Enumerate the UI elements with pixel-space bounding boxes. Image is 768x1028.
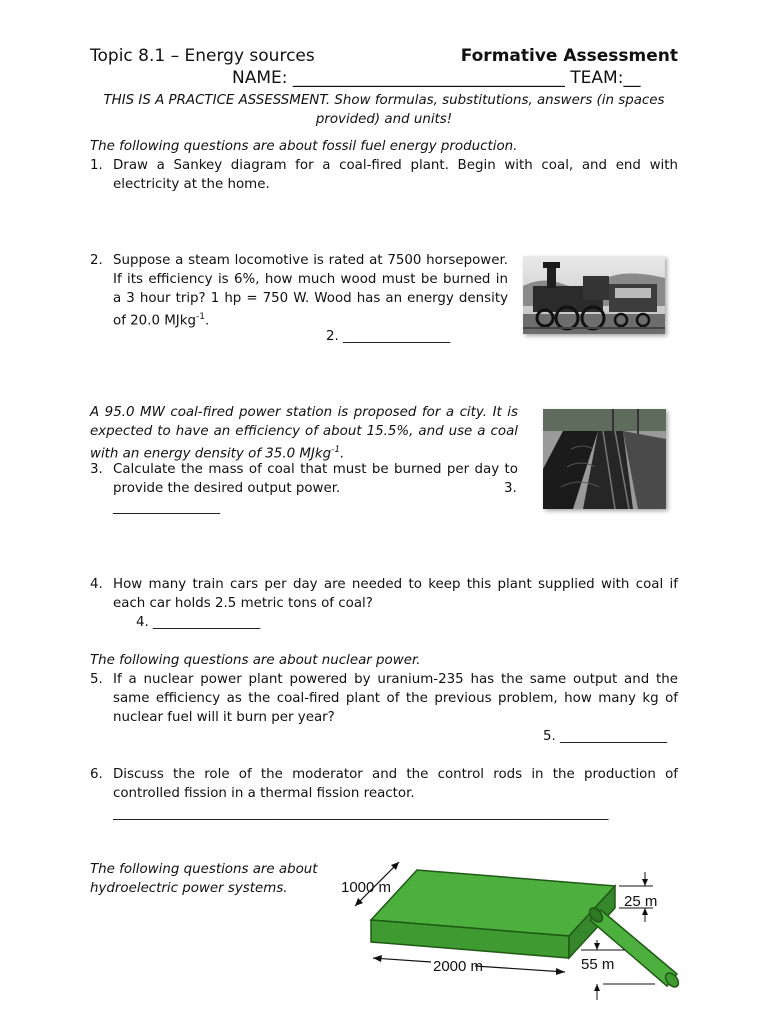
drop-label: 55 m — [581, 956, 615, 973]
period: . — [204, 313, 210, 329]
question-number: 5. — [90, 672, 103, 687]
question-6 — [90, 765, 678, 805]
question-number: 6. — [90, 767, 103, 782]
answer-3-number: 3. — [504, 481, 517, 496]
reservoir-diagram-svg — [335, 858, 695, 1024]
question-number: 2. — [90, 253, 103, 268]
question-1 — [90, 156, 678, 196]
question-4 — [90, 575, 678, 615]
question-number: 1. — [90, 158, 103, 173]
answer-4-blank[interactable]: 4. ________________ — [136, 615, 261, 630]
question-number: 4. — [90, 577, 103, 592]
instructions: THIS IS A PRACTICE ASSESSMENT. Show formulas, substitutions, answers (in spaces provided) and units! — [103, 93, 665, 127]
question-text: How many train cars per day are needed to keep this plant supplied with coal if each car holds 2.5 metric tons of coal? — [113, 577, 678, 611]
question-text: Draw a Sankey diagram for a coal-fired plant. Begin with coal, and end with electricity at the home. — [113, 158, 678, 192]
section-nuclear-heading: The following questions are about nuclear power. — [90, 653, 421, 668]
question-text: Calculate the mass of coal that must be burned per day to provide the desired output power. — [113, 462, 518, 496]
question-text: Discuss the role of the moderator and the control rods in the production of controlled fission in a thermal fission reactor. — [113, 767, 678, 801]
question-text: If a nuclear power plant powered by uranium-235 has the same output and the same efficiency as the coal-fired plant of the previous problem, how many kg of nuclear fuel will it burn per year? — [113, 672, 678, 725]
answer-6-blank[interactable]: __________________________________________________________________________ — [113, 806, 609, 821]
question-2 — [90, 251, 508, 331]
superscript: -1 — [196, 312, 205, 322]
outflow-pipe — [590, 910, 677, 986]
question-text — [113, 251, 508, 330]
section-fossil-heading: The following questions are about fossil fuel energy production. — [90, 139, 518, 154]
depth-label: 25 m — [624, 893, 658, 910]
question-text-body: Suppose a steam locomotive is rated at 7500 horsepower. If its efficiency is 6%, how much wood must be burned in a 3 hour trip? 1 hp = 750 W. Wood has an energy density of 20.0 MJkg — [113, 253, 508, 329]
steam-locomotive-photo — [523, 256, 665, 334]
topic-title: Topic 8.1 – Energy sources — [90, 46, 315, 66]
answer-5-blank[interactable]: 5. ________________ — [543, 729, 668, 744]
question-5 — [90, 670, 678, 730]
question-3 — [90, 460, 518, 500]
coal-train-photo — [543, 409, 666, 509]
period: . — [340, 446, 345, 462]
answer-3-blank[interactable]: ________________ — [113, 500, 221, 515]
coal-intro-text: A 95.0 MW coal-fired power station is proposed for a city. It is expected to have an efficiency of about 15.5%, and use a coal with an energy density of 35.0 MJkg — [90, 405, 518, 462]
coal-plant-intro — [90, 403, 518, 463]
assessment-title: Formative Assessment — [460, 46, 678, 66]
length-label: 2000 m — [433, 958, 484, 975]
width-label: 1000 m — [341, 879, 392, 896]
answer-2-blank[interactable]: 2. ________________ — [326, 329, 451, 344]
question-number: 3. — [90, 462, 103, 477]
name-team-line: NAME: ________________________________ TEAM:__ — [232, 68, 641, 88]
section-hydro-heading: The following questions are about hydroelectric power systems. — [90, 862, 318, 896]
reservoir-diagram — [335, 858, 695, 1024]
superscript: -1 — [331, 445, 341, 455]
